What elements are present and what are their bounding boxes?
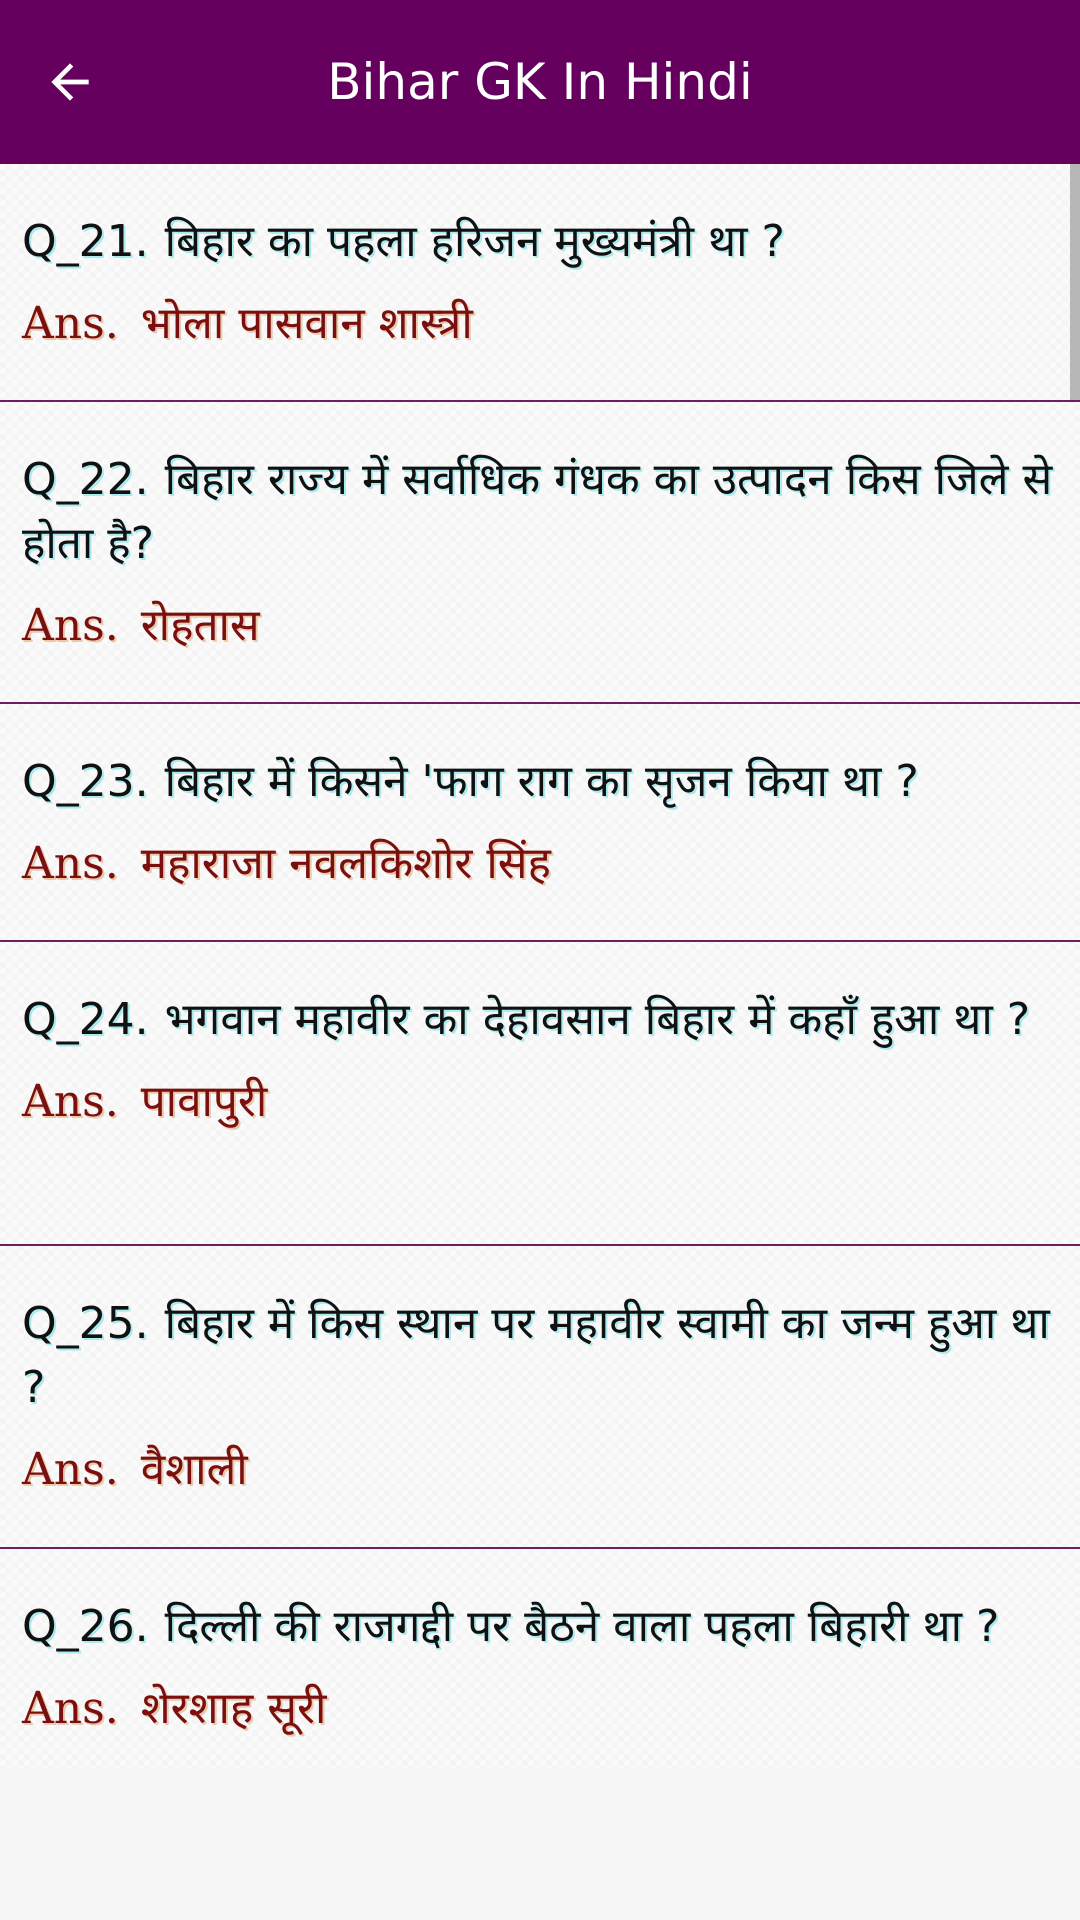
list-item[interactable] xyxy=(0,942,1080,1134)
question-text xyxy=(22,448,1058,576)
answer-body: महाराजा नवलकिशोर सिंह xyxy=(140,838,551,889)
answer-text xyxy=(22,292,1058,356)
question-text xyxy=(22,210,1058,274)
list-item[interactable] xyxy=(0,402,1080,658)
answer-text xyxy=(22,1438,1058,1502)
question-list[interactable] xyxy=(0,164,1080,1768)
question-number: Q_24. xyxy=(22,994,149,1045)
bottom-area xyxy=(0,1768,1080,1920)
list-item[interactable] xyxy=(0,164,1080,356)
list-item[interactable] xyxy=(0,704,1080,896)
answer-label: Ans. xyxy=(22,838,119,889)
answer-label: Ans. xyxy=(22,600,119,651)
question-body: बिहार में किस स्थान पर महावीर स्वामी का जन्म हुआ था ? xyxy=(22,1298,1050,1413)
answer-body: रोहतास xyxy=(140,600,260,651)
question-number: Q_22. xyxy=(22,454,149,505)
answer-body: पावापुरी xyxy=(140,1076,268,1127)
question-number: Q_21. xyxy=(22,216,149,267)
question-body: भगवान महावीर का देहावसान बिहार में कहॉं हुआ था ? xyxy=(164,994,1031,1045)
question-body: बिहार में किसने 'फाग राग का सृजन किया था ? xyxy=(164,756,919,807)
question-body: बिहार का पहला हरिजन मुख्यमंत्री था ? xyxy=(164,216,785,267)
question-number: Q_26. xyxy=(22,1601,149,1652)
arrow-left-icon xyxy=(42,54,98,110)
question-number: Q_23. xyxy=(22,756,149,807)
question-body: दिल्ली की राजगद्दी पर बैठने वाला पहला बिहारी था ? xyxy=(164,1601,1000,1652)
back-button[interactable] xyxy=(30,42,110,122)
answer-text xyxy=(22,1677,1058,1741)
list-item[interactable] xyxy=(0,1549,1080,1741)
scrollbar[interactable] xyxy=(1070,164,1080,400)
page-title: Bihar GK In Hindi xyxy=(327,53,753,111)
answer-label: Ans. xyxy=(22,1076,119,1127)
answer-label: Ans. xyxy=(22,1683,119,1734)
question-text xyxy=(22,1292,1058,1420)
answer-body: वैशाली xyxy=(140,1444,248,1495)
list-item[interactable] xyxy=(0,1246,1080,1502)
question-text xyxy=(22,750,1058,814)
answer-body: भोला पासवान शास्त्री xyxy=(140,298,473,349)
answer-text xyxy=(22,594,1058,658)
question-text xyxy=(22,1595,1058,1659)
app-bar xyxy=(0,0,1080,164)
question-number: Q_25. xyxy=(22,1298,149,1349)
answer-body: शेरशाह सूरी xyxy=(140,1683,327,1734)
question-body: बिहार राज्य में सर्वाधिक गंधक का उत्पादन किस जिले से होता है? xyxy=(22,454,1053,569)
answer-text xyxy=(22,832,1058,896)
answer-label: Ans. xyxy=(22,1444,119,1495)
question-text xyxy=(22,988,1058,1052)
answer-text xyxy=(22,1070,1058,1134)
answer-label: Ans. xyxy=(22,298,119,349)
